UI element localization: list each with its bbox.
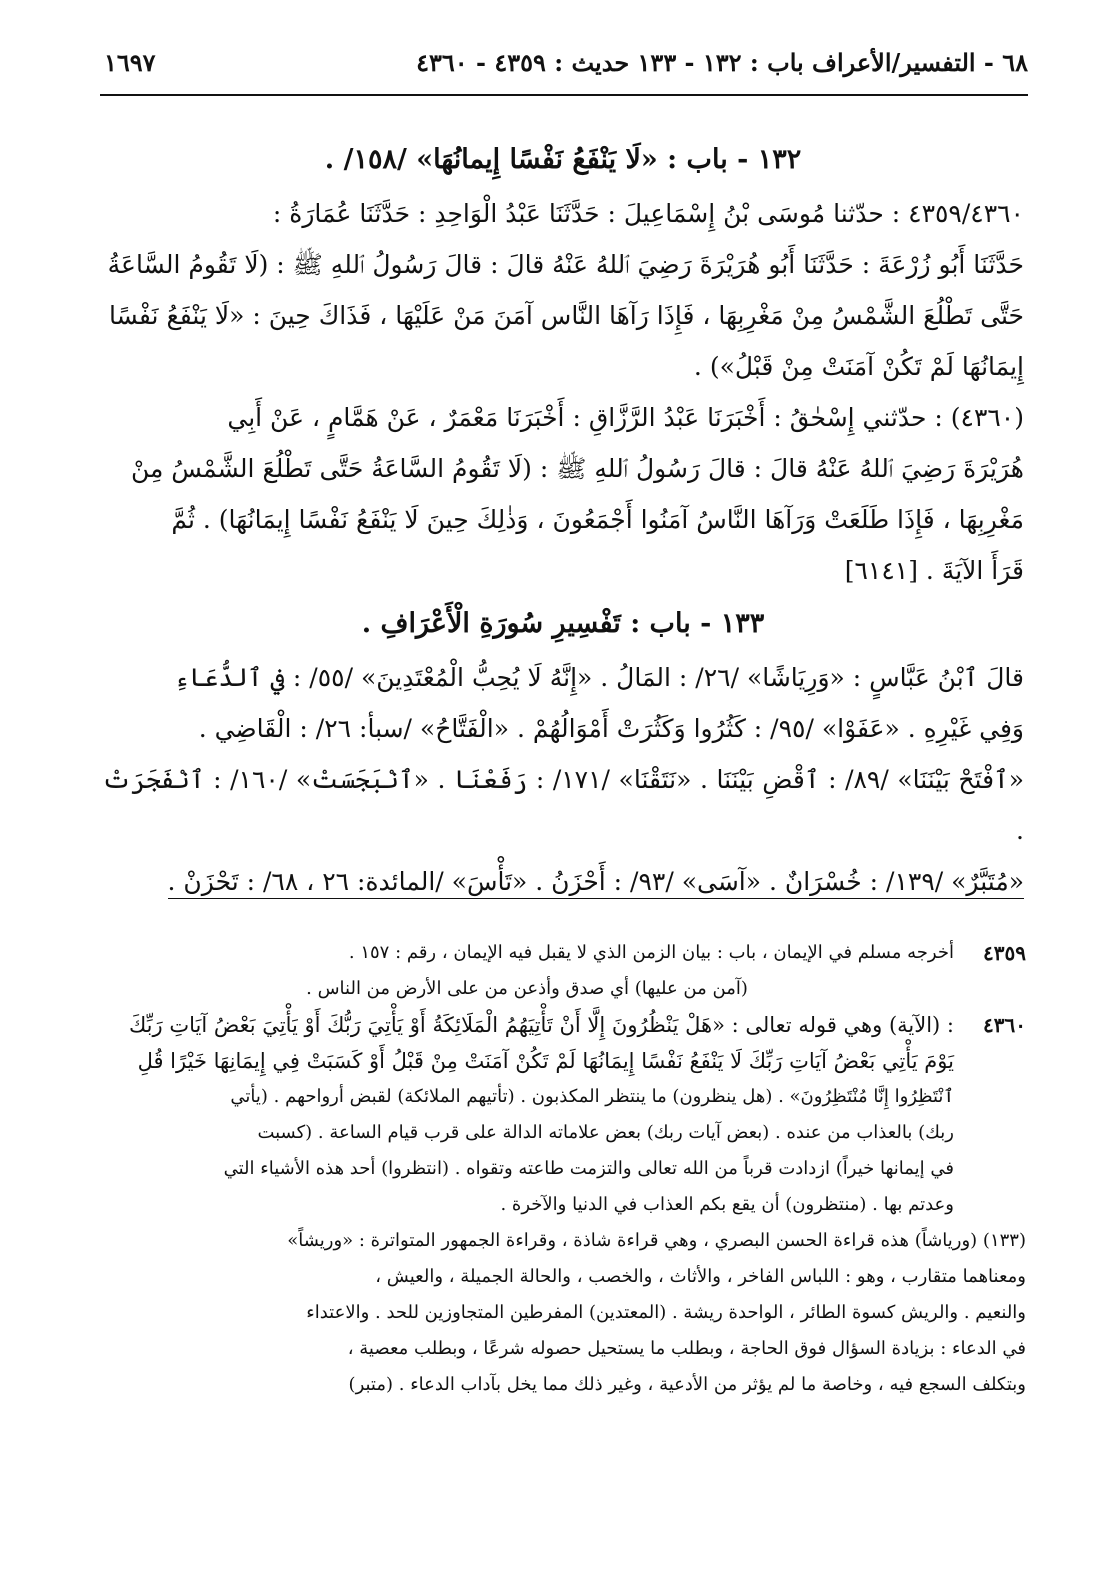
running-title: ٦٨ - التفسير/الأعراف باب : ١٣٢ - ١٣٣ حديث : ٤٣٥٩ - ٤٣٦٠ (416, 48, 1028, 77)
footnote-133-line-5: وبتكلف السجع فيه ، وخاصة ما لم يؤثر من الأدعية ، وغير ذلك مما يخل بآداب الدعاء . (متبر) (348, 1374, 1026, 1395)
footnote-133 (100, 1223, 1026, 1403)
footnote-133-line-3: والنعيم . والريش كسوة الطائر ، الواحدة ريشة . (المعتدين) المفرطين المتجاوزين للحد . والاعتداء (306, 1302, 1026, 1323)
footnote-133-line-2: ومعناهما متقارب ، وهو : اللباس الفاخر ، والأثاث ، والخصب ، والحالة الجميلة ، والعيش ، (375, 1266, 1026, 1287)
footnote-4360-line-3: ٱنْتَظِرُوا إِنَّا مُنْتَظِرُونَ» . (هل ينظرون) ما ينتظر المكذبون . (تأتيهم الملائكة) لقبض أرواحهم . (يأتي (230, 1086, 954, 1107)
hadith-4359-line-1: ٤٣٥٩/٤٣٦٠ : حدّثنا مُوسَى بْنُ إِسْمَاعِيلَ : حَدَّثَنَا عَبْدُ الْوَاحِدِ : حَدَّثَنَا عُمَارَةُ : (272, 199, 1024, 228)
running-header (104, 48, 1028, 88)
footnote-133-line-4: في الدعاء : بزيادة السؤال فوق الحاجة ، وبطلب ما يستحيل حصوله شرعًا ، وبطلب معصية ، (347, 1338, 1026, 1359)
tafsir-line-1: قالَ ٱبْنُ عَبَّاسٍ : «وَرِيَاشًا» /٢٦/ : المَالُ . «إِنَّهُ لَا يُحِبُّ الْمُعْتَدِينَ» /٥٥/ : في ٱلدُّعَاءِ (174, 663, 1024, 692)
hadith-4359-line-2: حَدَّثَنَا أَبُو زُرْعَةَ : حَدَّثَنَا أَبُو هُرَيْرَةَ رَضِيَ ٱللهُ عَنْهُ قالَ : قالَ رَسُولُ ٱللهِ ﷺ : (لَا تَقُومُ السَّاعَةُ (107, 250, 1024, 279)
footnotes (100, 935, 1026, 1403)
footnote-4360-line-5: في إيمانها خيراً) ازدادت قرباً من الله تعالى والتزمت طاعته وتقواه . (انتظروا) أحد هذه الأشياء التي (223, 1158, 954, 1179)
footnote-4360-line-4: ربك) بالعذاب من عنده . (بعض آيات ربك) بعض علاماته الدالة على قرب قيام الساعة . (كسبت (257, 1122, 954, 1143)
chapter-heading-133: ١٣٣ - باب : تَفْسِيرِ سُورَةِ الْأَعْرَافِ . (361, 608, 765, 639)
hadith-4360 (102, 392, 1024, 596)
chapter-heading-132: ١٣٢ - باب : «لَا يَنْفَعُ نَفْسًا إِيمانُهَا» /١٥٨/ . (324, 144, 802, 175)
hadith-4359-line-3: حَتَّى تَطْلُعَ الشَّمْسُ مِنْ مَغْرِبِهَا ، فَإِذَا رَآهَا النَّاس آمَنَ مَنْ عَلَيْهَا ، فَذَاكَ حِينَ : «لَا يَنْفَعُ نَفْسًا (108, 301, 1024, 330)
hadith-4360-line-3: مَغْرِبِهَا ، فَإِذَا طَلَعَتْ وَرَآهَا النَّاسُ آمَنُوا أَجْمَعُونَ ، وَذٰلِكَ حِينَ لَا يَنْفَعُ نَفْسًا إِيمَانُهَا) . ثُمَّ (171, 505, 1024, 534)
tafsir-line-4-text: «مُتَبَّرٌ» /١٣٩/ : خُسْرَانٌ . «آسَى» /٩٣/ : أَحْزَنُ . «تَأْسَ» /المائدة: ٢٦ ، ٦٨/ : تَحْزَنْ . (168, 867, 1024, 899)
hadith-4360-line-2: هُرَيْرَةَ رَضِيَ ٱللهُ عَنْهُ قالَ : قالَ رَسُولُ ٱللهِ ﷺ : (لَا تَقُومُ السَّاعَةُ حَتَّى تَطْلُعَ الشَّمْسُ مِنْ (130, 454, 1024, 483)
hadith-4359 (102, 188, 1024, 392)
main-text (102, 132, 1024, 907)
footnote-4359-line-2: (آمن من عليها) أي صدق وأذعن من على الأرض من الناس . (306, 978, 748, 999)
footnote-4359-line-1: أخرجه مسلم في الإيمان ، باب : بيان الزمن الذي لا يقبل فيه الإيمان ، رقم : ١٥٧ . (348, 942, 954, 963)
tafsir-line-4 (102, 856, 1024, 907)
footnote-4359-number: ٤٣٥٩ (983, 941, 1026, 965)
tafsir-line-2: وَفِي غَيْرِهِ . «عَفَوْا» /٩٥/ : كَثُرُوا وَكَثُرَتْ أَمْوَالُهُمْ . «الْفَتَّاحُ» /سبأ: ٢٦/ : الْقَاضِي . (198, 714, 1024, 743)
footnote-4360 (100, 1007, 1026, 1223)
footnote-4359 (100, 935, 1026, 1007)
footnote-133-line-1: (١٣٣) (ورياشاً) هذه قراءة الحسن البصري ، وهي قراءة شاذة ، وقراءة الجمهور المتواترة : «وريشاً» (287, 1230, 1026, 1251)
page-number: ١٦٩٧ (104, 48, 156, 77)
footnote-4360-line-2: يَوْمَ يَأْتِي بَعْضُ آيَاتِ رَبِّكَ لَا يَنْفَعُ نَفْسًا إِيمَانُهَا لَمْ تَكُنْ آمَنَتْ مِنْ قَبْلُ أَوْ كَسَبَتْ فِي إِيمَانِهَا خَيْرًا قُلِ (137, 1049, 954, 1073)
tafsir-line-3: «ٱفْتَحْ بَيْنَنَا» /٨٩/ : ٱقْضِ بَيْنَنَا . «نَتَقْنَا» /١٧١/ : رَفَعْنَا . «ٱنْبَجَسَتْ» /١٦٠/ : ٱنْفَجَرَتْ . (102, 765, 1024, 845)
footnote-4360-number: ٤٣٦٠ (983, 1013, 1026, 1037)
footnote-4360-line-1: : (الآية) وهي قوله تعالى : «هَلْ يَنْظُرُونَ إِلَّا أَنْ تَأْتِيَهُمُ الْمَلَائِكَةُ أَوْ يَأْتِيَ رَبُّكَ أَوْ يَأْتِيَ بَعْضُ آيَاتِ رَبِّكَ (128, 1013, 954, 1037)
hadith-4359-line-4: إِيمَانُهَا لَمْ تَكُنْ آمَنَتْ مِنْ قَبْلُ») . (693, 352, 1024, 381)
tafsir-glosses (102, 652, 1024, 907)
header-rule (100, 94, 1028, 96)
hadith-4360-line-1: (٤٣٦٠) : حدّثني إِسْحٰقُ : أَخْبَرَنَا عَبْدُ الرَّزَّاقِ : أَخْبَرَنَا مَعْمَرٌ ، عَنْ هَمَّامٍ ، عَنْ أَبِي (227, 403, 1024, 432)
hadith-4360-line-4: قَرَأَ الآيَةَ . [٦١٤١] (844, 556, 1024, 585)
footnote-4360-line-6: وعدتم بها . (منتظرون) أن يقع بكم العذاب في الدنيا والآخرة . (500, 1194, 954, 1215)
